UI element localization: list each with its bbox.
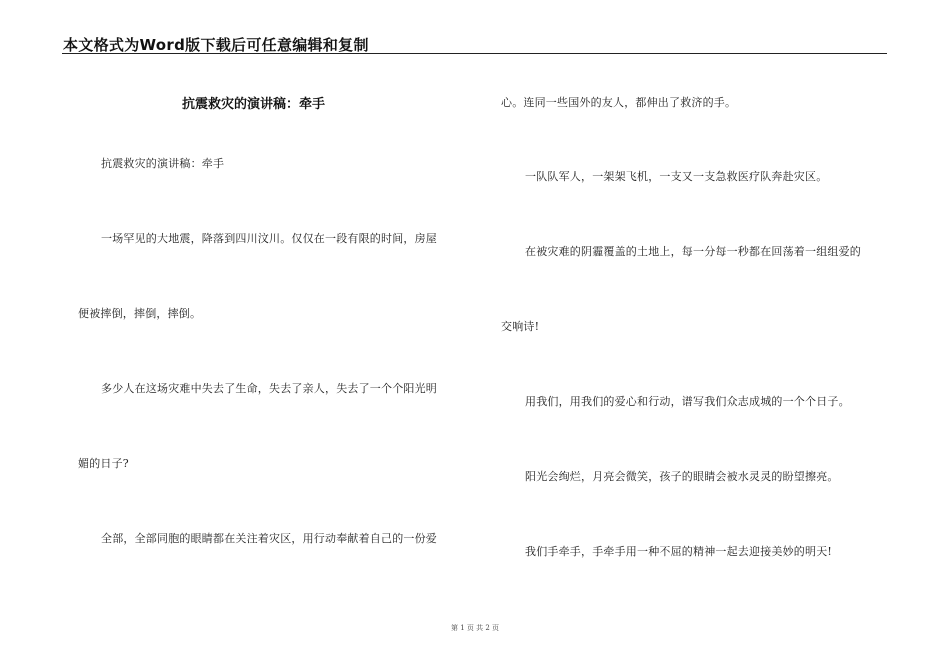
header-title: 本文格式为Word版下载后可任意编辑和复制 (63, 36, 369, 54)
paragraph-line: 媚的日子? (78, 457, 129, 470)
paragraph-line: 一场罕见的大地震，降落到四川汶川。仅仅在一段有限的时间，房屋 (101, 232, 437, 245)
paragraph-line: 抗震救灾的演讲稿：牵手 (101, 157, 225, 170)
paragraph-line: 便被摔倒，摔倒，摔倒。 (78, 307, 202, 320)
paragraph-line: 心。连同一些国外的友人，都伸出了救济的手。 (501, 96, 737, 109)
document-title: 抗震救灾的演讲稿：牵手 (182, 97, 326, 112)
paragraph-line: 我们手牵手，手牵手用一种不屈的精神一起去迎接美妙的明天! (525, 545, 833, 558)
paragraph-line: 一队队军人，一架架飞机，一支又一支急救医疗队奔赴灾区。 (525, 170, 828, 183)
paragraph-line: 在被灾难的阴霾覆盖的土地上，每一分每一秒都在回荡着一组组爱的 (525, 245, 861, 258)
paragraph-line: 阳光会绚烂，月亮会微笑，孩子的眼睛会被水灵灵的盼望擦亮。 (525, 470, 839, 483)
paragraph-line: 交响诗! (501, 320, 540, 333)
page-number: 第 1 页 共 2 页 (450, 624, 500, 632)
paragraph-line: 用我们，用我们的爱心和行动，谱写我们众志成城的一个个日子。 (525, 395, 850, 408)
paragraph-line: 多少人在这场灾难中失去了生命，失去了亲人，失去了一个个阳光明 (101, 382, 437, 395)
paragraph-line: 全部，全部同胞的眼睛都在关注着灾区，用行动奉献着自己的一份爱 (101, 532, 437, 545)
header-divider (62, 53, 887, 54)
